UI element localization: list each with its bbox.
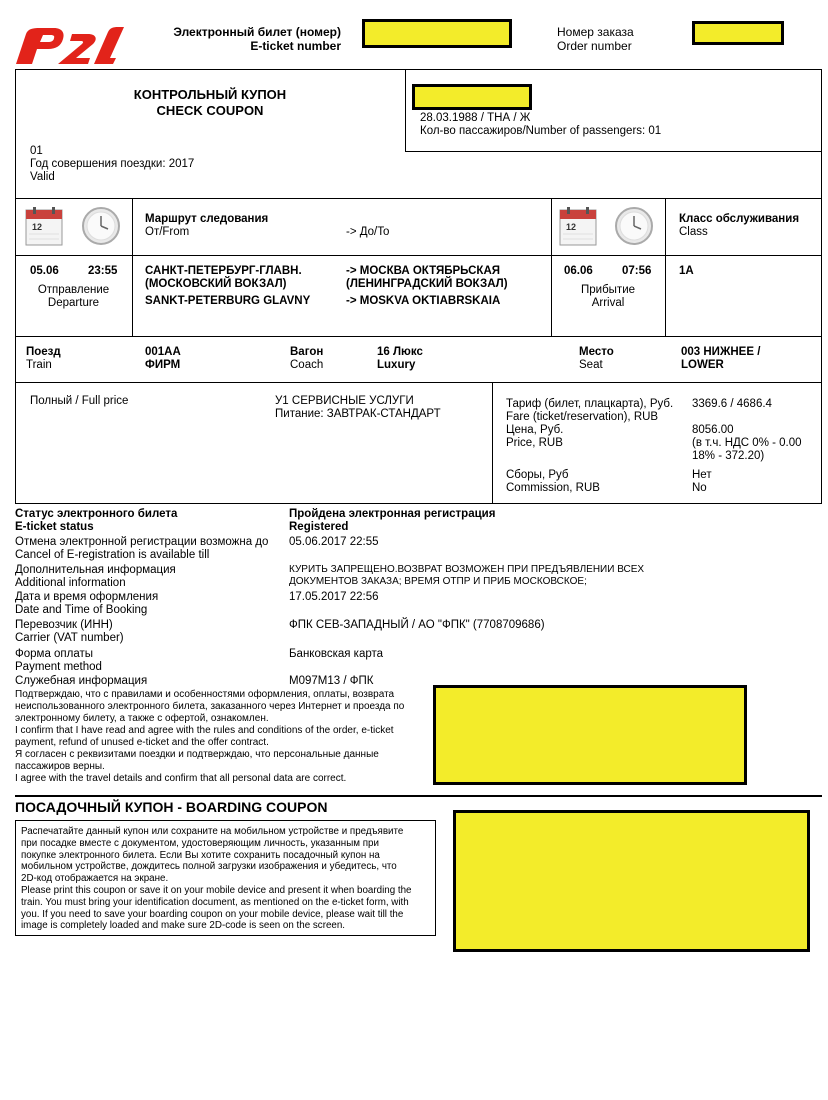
info-label-ru: Дополнительная информация — [15, 564, 176, 576]
from-station-en: SANKT-PETERBURG GLAVNY — [145, 295, 311, 307]
clock-icon — [81, 206, 121, 246]
eticket-number-redacted — [362, 19, 512, 48]
from-station-ru-2: (МОСКОВСКИЙ ВОКЗАЛ) — [145, 278, 287, 290]
departure-date: 05.06 — [30, 265, 59, 277]
seat-number: 003 НИЖНЕЕ / — [681, 346, 761, 358]
booking-label-en: Date and Time of Booking — [15, 604, 148, 616]
seat-label-en: Seat — [579, 359, 603, 371]
tariff-value: 3369.6 / 4686.4 — [692, 398, 772, 410]
valid-label: Valid — [30, 171, 55, 183]
coach-type: Luxury — [377, 359, 416, 371]
to-station-en: -> MOSKVA OKTIABRSKAIA — [346, 295, 501, 307]
passenger-count: Кол-во пассажиров/Number of passengers: 01 — [420, 125, 662, 137]
arrival-label-ru: Прибытие — [580, 284, 636, 296]
coach-label-en: Coach — [290, 359, 324, 371]
check-coupon-title-en: CHECK COUPON — [156, 103, 264, 118]
info-label-en: Additional information — [15, 577, 126, 589]
food-label: Питание: ЗАВТРАК-СТАНДАРТ — [275, 408, 441, 420]
status-value-ru: Пройдена электронная регистрация — [289, 508, 496, 520]
arrival-time: 07:56 — [622, 265, 652, 277]
fees-label-en: Commission, RUB — [506, 482, 600, 494]
departure-label-en: Departure — [47, 297, 100, 309]
qr-code-redacted — [433, 685, 747, 785]
clock-icon — [614, 206, 654, 246]
booking-label-ru: Дата и время оформления — [15, 591, 159, 603]
arrival-label-en: Arrival — [591, 297, 625, 309]
status-label-ru: Статус электронного билета — [15, 508, 178, 520]
from-station-ru-1: САНКТ-ПЕТЕРБУРГ-ГЛАВН. — [145, 265, 302, 277]
train-label-en: Train — [26, 359, 52, 371]
cancel-value: 05.06.2017 22:55 — [289, 536, 379, 548]
from-label: От/From — [145, 226, 190, 238]
calendar-icon — [25, 206, 63, 246]
order-label-ru: Номер заказа — [557, 25, 634, 39]
coupon-code: 01 — [30, 145, 43, 157]
passenger-name-redacted — [412, 84, 532, 110]
departure-time: 23:55 — [88, 265, 118, 277]
coach-number: 16 Люкс — [377, 346, 423, 358]
eticket-label-ru: Электронный билет (номер) — [173, 25, 341, 39]
calendar-icon — [559, 206, 597, 246]
payment-value: Банковская карта — [289, 648, 384, 660]
to-label: -> До/To — [346, 226, 390, 238]
to-station-ru-1: -> МОСКВА ОКТЯБРЬСКАЯ — [346, 265, 501, 277]
booking-value: 17.05.2017 22:56 — [289, 591, 379, 603]
trip-year: Год совершения поездки: 2017 — [30, 158, 195, 170]
order-label-en: Order number — [557, 39, 632, 53]
status-value-en: Registered — [289, 521, 349, 533]
info-value-2: ДОКУМЕНТОВ ЗАКАЗА; ВРЕМЯ ОТПР И ПРИБ МОСКОВСКОЕ; — [289, 576, 587, 587]
status-label-en: E-ticket status — [15, 521, 94, 533]
carrier-label-ru: Перевозчик (ИНН) — [15, 619, 113, 631]
check-coupon-title-ru: КОНТРОЛЬНЫЙ КУПОН — [133, 87, 287, 102]
payment-label-en: Payment method — [15, 661, 102, 673]
to-station-ru-2: (ЛЕНИНГРАДСКИЙ ВОКЗАЛ) — [346, 278, 508, 290]
boarding-coupon-title: ПОСАДОЧНЫЙ КУПОН - BOARDING COUPON — [15, 799, 328, 815]
service-label-ru: Служебная информация — [15, 675, 148, 687]
class-value: 1А — [679, 265, 694, 277]
fees-label-ru: Сборы, Руб — [506, 469, 569, 481]
carrier-label-en: Carrier (VAT number) — [15, 632, 124, 644]
tariff-label-ru: Тариф (билет, плацкарта), Руб. — [506, 398, 674, 410]
cancel-label-ru: Отмена электронной регистрации возможна до — [15, 536, 269, 548]
class-label-en: Class — [679, 226, 708, 238]
fees-value-en: No — [692, 482, 707, 494]
train-number: 001АА — [145, 346, 181, 358]
confirmation-text: Подтверждаю, что с правилами и особенностями оформления, оплаты, возврата неиспользованного электронного билета, заказанного через Интернет и проезда по электронному билету, а также с офертой, ознакомлен. I confirm that I have read and agree with the rules and conditions of the order, e-ticket payment, refund of unused e-ticket and the offer contract. Я согласен с реквизитами поездки и подтверждаю, что персональные данные пассажиров верны. I agree with the travel details and confirm that all personal data are correct. — [15, 689, 405, 784]
departure-label-ru: Отправление — [37, 284, 110, 296]
services-label: У1 СЕРВИСНЫЕ УСЛУГИ — [275, 395, 414, 407]
service-value: М097М13 / ФПК — [289, 675, 374, 687]
order-number-redacted — [692, 21, 784, 45]
train-label-ru: Поезд — [26, 346, 61, 358]
cancel-label-en: Cancel of E-registration is available till — [15, 549, 210, 561]
boarding-text-box: Распечатайте данный купон или сохраните на мобильном устройстве и предъявите при посадке вместе с документом, удостоверяющим личность, указанным при покупке электронного билета. Если Вы хотите сохранить посадочный купон на мобильном устройстве, дождитесь полной загрузки изображения и убедитесь, что 2D-код отображается на экране. Please print this coupon or save it on your mobile device and present it when boarding the train. You must bring your identification document, as mentioned on the e-ticket form, with you. If you need to save your boarding coupon on your mobile device, please wait till the image is completely loaded and make sure 2D-code is seen on the screen. — [15, 820, 436, 936]
boarding-code-redacted — [453, 810, 810, 952]
full-price-label: Полный / Full price — [30, 395, 129, 407]
payment-label-ru: Форма оплаты — [15, 648, 94, 660]
eticket-label-en: E-ticket number — [250, 39, 341, 53]
seat-label-ru: Место — [579, 346, 614, 358]
calendar-day: 12 — [566, 222, 577, 232]
passenger-details: 28.03.1988 / ТНА / Ж — [420, 112, 531, 124]
calendar-day: 12 — [32, 222, 43, 232]
vat-line-1: (в т.ч. НДС 0% - 0.00 — [692, 437, 802, 449]
rzd-logo — [12, 20, 128, 70]
tariff-label-en: Fare (ticket/reservation), RUB — [506, 411, 659, 423]
class-label-ru: Класс обслуживания — [679, 213, 800, 225]
price-value: 8056.00 — [692, 424, 734, 436]
carrier-value: ФПК СЕВ-ЗАПАДНЫЙ / АО "ФПК" (7708709686) — [289, 619, 545, 631]
price-label-ru: Цена, Руб. — [506, 424, 564, 436]
route-label-ru: Маршрут следования — [145, 213, 269, 225]
vat-line-2: 18% - 372.20) — [692, 450, 765, 462]
train-type: ФИРМ — [145, 359, 181, 371]
seat-type: LOWER — [681, 359, 724, 371]
arrival-date: 06.06 — [564, 265, 593, 277]
info-value-1: КУРИТЬ ЗАПРЕЩЕНО.ВОЗВРАТ ВОЗМОЖЕН ПРИ ПРЕДЪЯВЛЕНИИ ВСЕХ — [289, 564, 645, 575]
fees-value-ru: Нет — [692, 469, 712, 481]
coach-label-ru: Вагон — [290, 346, 324, 358]
price-label-en: Price, RUB — [506, 437, 563, 449]
